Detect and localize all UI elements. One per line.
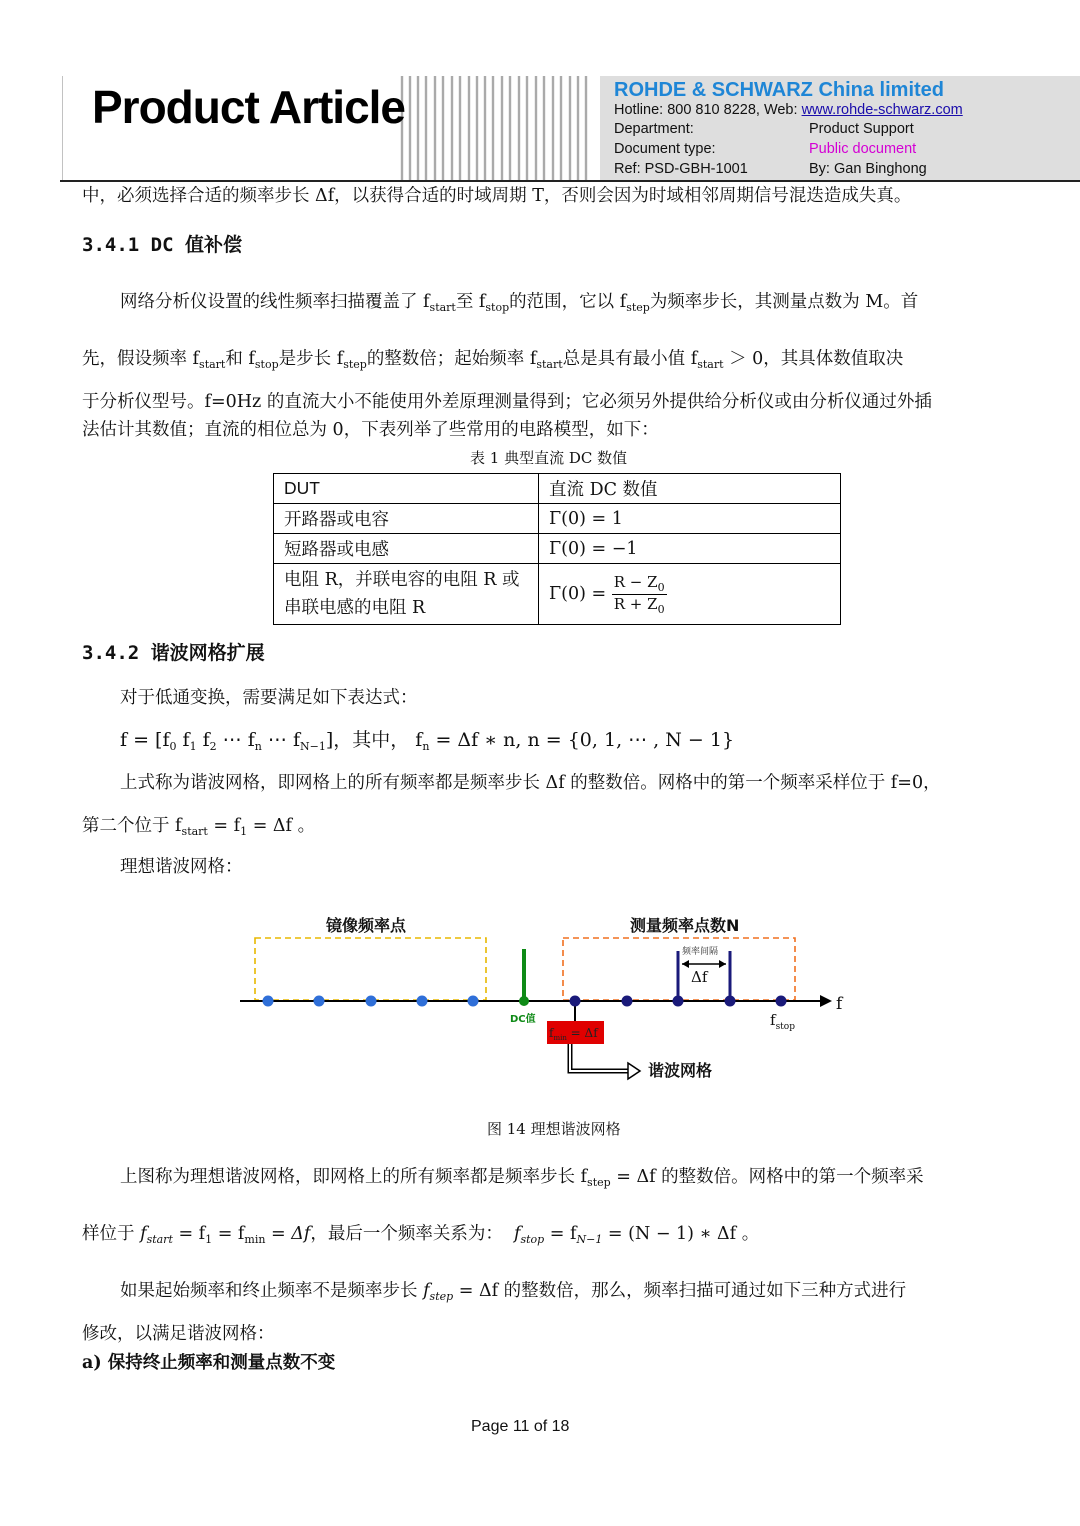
grid-arrow-inner [570,1044,630,1071]
author-label: By: Gan Binghong [809,161,927,177]
department-label: Department: [614,121,694,137]
doc-type-value: Public document [809,141,917,157]
table-row [274,564,841,625]
table-cell: Γ(0) = −1 [539,534,841,564]
dc-value-table [273,473,841,625]
mirror-point [366,996,377,1007]
para-341-1: 网络分析仪设置的线性频率扫描覆盖了 $f_{start}$至 $f_{stop}$的范围，它以 $f_{step}$为频率步长，其测量点数为 M。首 [120,292,919,314]
label-dc: DC值 [510,1014,536,1025]
axis-arrow [820,995,832,1007]
para-after-4: 修改，以满足谐波网格： [82,1324,275,1344]
table-cell: 电阻 R，并联电容的电阻 R 或 串联电感的电阻 R [274,564,539,625]
figure-caption: 图 14 理想谐波网格 [487,1120,621,1138]
para-after-3: 如果起始频率和终止频率不是频率步长 $f_{step} = \Delta f$ 的整数倍，那么，频率扫描可通过如下三种方式进行 [120,1281,907,1303]
para-341-2: 先，假设频率 $f_{start}$和 $f_{stop}$是步长 $f_{step}$的整数倍；起始频率 $f_{start}$总是具有最小值 $f_{start} > 0$，其具体数值取决 [82,349,904,371]
measure-point [725,996,736,1007]
header-title: Product Article [92,81,406,133]
grid-arrow-outer [570,1044,630,1071]
table-cell: Γ(0) = 1 [539,504,841,534]
fraction: $\frac{R - Z_0}{R + Z_0}$ [613,572,665,616]
label-fstop: $f_{stop}$ [770,1011,795,1032]
measure-point [776,996,787,1007]
mirror-point [468,996,479,1007]
para-342-3: 第二个位于 $f_{start} = f_1 = \Delta f$ 。 [82,816,316,838]
page-number: Page 11 of 18 [471,1418,570,1435]
label-measure: 测量频率点数N [630,916,740,935]
table-cell: 开路器或电容 [274,504,539,534]
table-row [274,534,841,564]
mirror-point [417,996,428,1007]
table-header-row [274,474,841,504]
para-342-1: 对于低通变换，需要满足如下表达式： [120,688,418,708]
spacing-arrowhead-left [682,960,689,968]
section-heading-341: 3.4.1 DC 值补偿 [82,234,242,256]
ref-label: Ref: PSD-GBH-1001 [614,161,748,177]
para-342-2: 上式称为谐波网格，即网格上的所有频率都是频率步长 Δf 的整数倍。网格中的第一个频率采样位于 f=0， [120,773,941,793]
para-341-4: 法估计其数值；直流的相位总为 0，下表列举了些常用的电路模型，如下： [82,420,659,440]
measure-point [570,996,581,1007]
label-delta: Δf [691,968,708,986]
table-header-dut: DUT [274,474,539,504]
para-after-1: 上图称为理想谐波网格，即网格上的所有频率都是频率步长 $f_{step} = \Delta f$ 的整数倍。网格中的第一个频率采 [120,1167,924,1189]
table-cell-formula: Γ(0) = $\frac{R - Z_0}{R + Z_0}$ [539,564,841,625]
table-cell: 短路器或电感 [274,534,539,564]
section-heading-342: 3.4.2 谐波网格扩展 [82,642,265,664]
measure-point [673,996,684,1007]
hotline-label: Hotline: 800 810 8228, Web: [614,102,802,118]
hotline [614,102,963,118]
intro-paragraph: 中，必须选择合适的频率步长 Δf，以获得合适的时域周期 T，否则会因为时域相邻周期信号混迭造成失真。 [82,186,912,206]
table-caption: 表 1 典型直流 DC 数值 [470,449,628,467]
para-342-4: 理想谐波网格： [120,857,243,877]
mirror-point [263,996,274,1007]
para-341-3: 于分析仪型号。f=0Hz 的直流大小不能使用外差原理测量得到；它必须另外提供给分析仪或由分析仪通过外插 [82,392,932,412]
doc-type-label: Document type: [614,141,716,157]
harmonic-grid-figure [230,905,870,1095]
measure-point [622,996,633,1007]
dc-point [519,996,529,1006]
web-link[interactable]: www.rohde-schwarz.com [801,102,963,118]
company-name: ROHDE & SCHWARZ China limited [614,79,945,101]
spacing-arrowhead-right [719,960,726,968]
grid-arrowhead [628,1063,640,1079]
mirror-box [255,938,486,1000]
table-header-dc: 直流 DC 数值 [539,474,841,504]
label-mirror: 镜像频率点 [326,916,407,935]
table-row [274,504,841,534]
mirror-point [314,996,325,1007]
label-spacing: 频率间隔 [682,947,719,957]
list-item-a: a) 保持终止频率和测量点数不变 [82,1353,336,1373]
axis-label: f [836,994,843,1014]
formula-grid: $f = [f_0$ $f_1$ $f_2$ ⋯ $f_n$ ⋯ $f_{N-1}$]，其中， $f_n = \Delta f$ ∗ n, n = {0, 1, ⋯ , N − 1} [120,729,735,753]
label-fmin: $f_{min} = \Delta f$ [549,1026,598,1042]
para-after-2: 样位于 $f_{start} = f_1 = f_{min} = \Delta f$，最后一个频率关系为： $f_{stop} = f_{N-1} = (N - 1)$ ∗ Δf 。 [82,1224,760,1246]
department-value: Product Support [809,121,914,137]
label-grid: 谐波网格 [648,1061,713,1080]
